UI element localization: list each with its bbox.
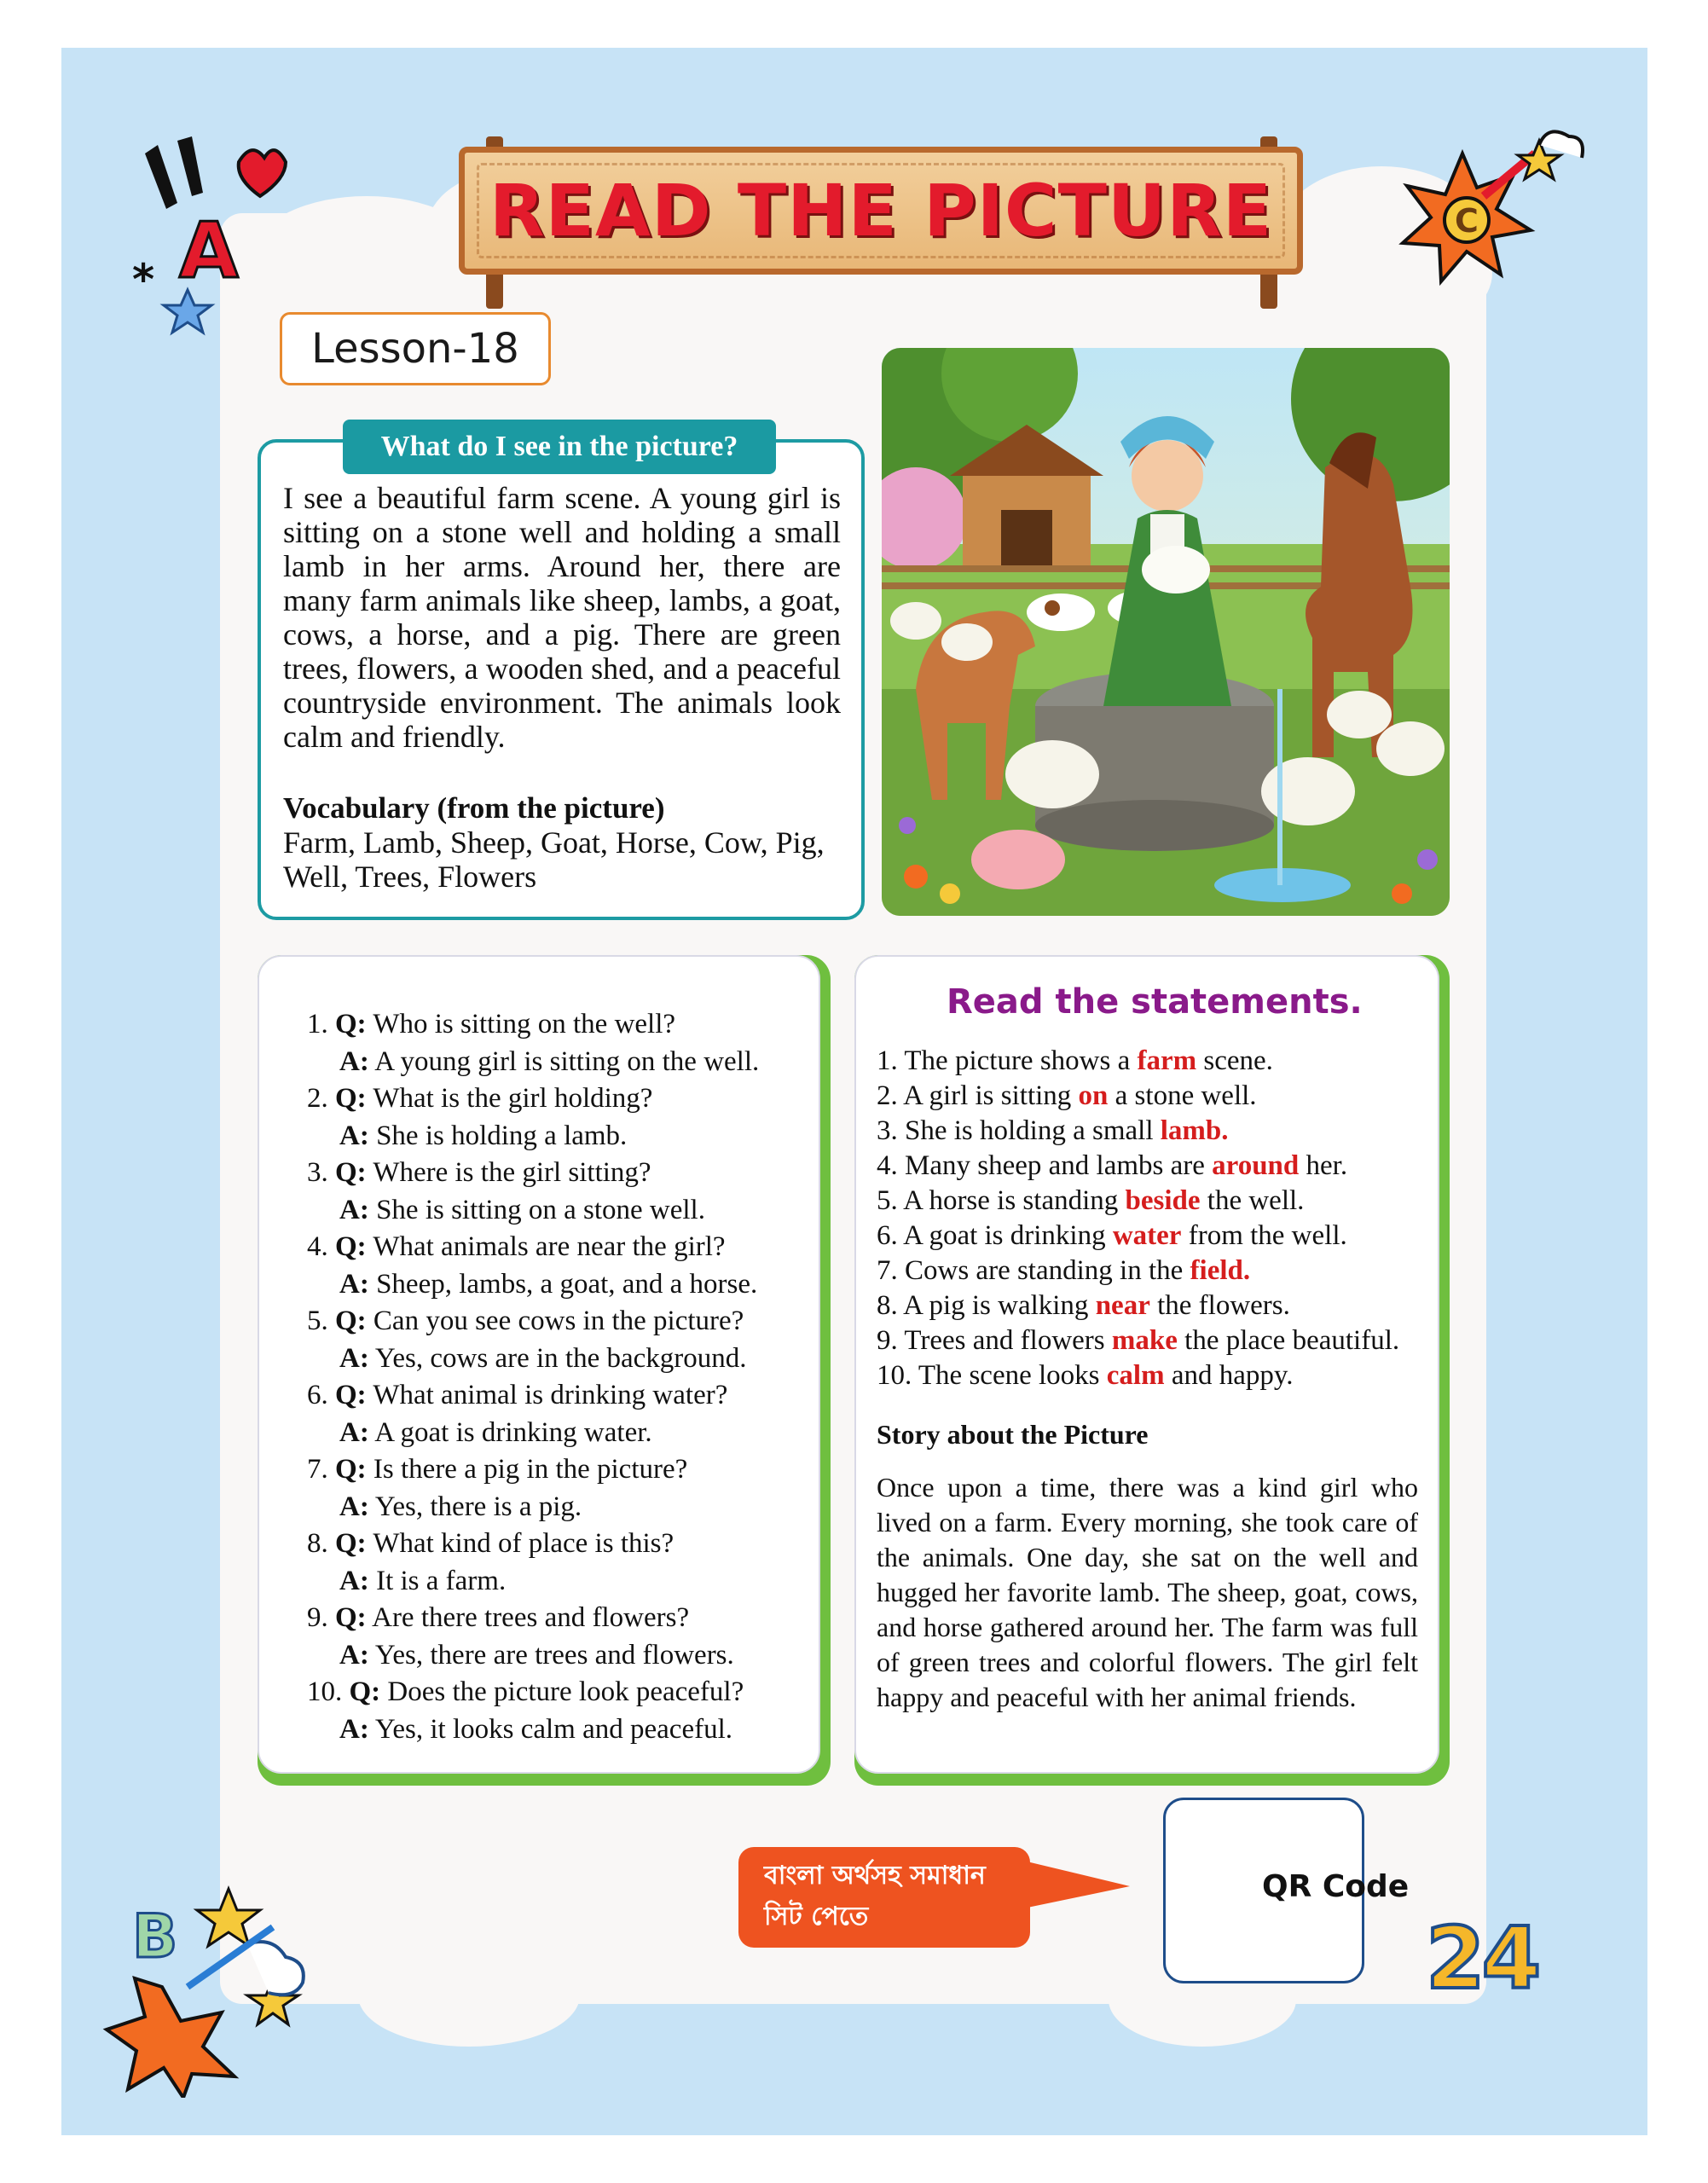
statement-after: her. — [1299, 1150, 1348, 1181]
qa-answer — [307, 1489, 819, 1526]
answer-text: Sheep, lambs, a goat, and a horse. — [376, 1268, 758, 1300]
q-label: Q: — [335, 1009, 367, 1039]
qa-question — [307, 1600, 819, 1637]
question-text: What animal is drinking water? — [373, 1380, 728, 1410]
statement-before: 5. A horse is standing — [877, 1185, 1126, 1216]
answer-text: Yes, there are trees and flowers. — [374, 1639, 734, 1671]
answer-text: A young girl is sitting on the well. — [374, 1045, 760, 1077]
qa-answer — [307, 1711, 819, 1749]
statement-key: field. — [1190, 1255, 1251, 1286]
statement-after: scene. — [1196, 1045, 1273, 1076]
statement-after: the well. — [1200, 1185, 1305, 1216]
statement-item — [877, 1254, 1439, 1288]
qa-answer — [307, 1340, 819, 1378]
answer-text: Yes, cows are in the background. — [374, 1342, 747, 1374]
statement-item — [877, 1184, 1439, 1219]
q-label: Q: — [335, 1306, 367, 1336]
statement-key: water — [1112, 1220, 1182, 1251]
statement-key: near — [1095, 1290, 1150, 1321]
qa-number: 9. — [307, 1602, 328, 1633]
statement-key: make — [1111, 1325, 1178, 1356]
q-label: Q: — [349, 1676, 381, 1707]
statement-item — [877, 1149, 1439, 1184]
a-label: A: — [339, 1639, 369, 1671]
qa-answer — [307, 1563, 819, 1601]
a-label: A: — [339, 1194, 369, 1225]
question-text: Can you see cows in the picture? — [373, 1306, 744, 1336]
a-label: A: — [339, 1713, 369, 1745]
a-label: A: — [339, 1342, 369, 1374]
statement-before: 4. Many sheep and lambs are — [877, 1150, 1213, 1181]
story-title: Story about the Picture — [877, 1419, 1149, 1450]
question-text: What is the girl holding? — [373, 1083, 653, 1114]
qa-answer — [307, 1118, 819, 1155]
question-text: Are there trees and flowers? — [372, 1602, 690, 1633]
statement-item — [877, 1114, 1439, 1149]
vocabulary-text: Farm, Lamb, Sheep, Goat, Horse, Cow, Pig, Well, Trees, Flowers — [283, 825, 825, 894]
question-text: Who is sitting on the well? — [373, 1009, 676, 1039]
a-label: A: — [339, 1268, 369, 1300]
qa-number: 4. — [307, 1231, 328, 1262]
letter-b-burst-icon — [102, 1876, 324, 2098]
statement-item — [877, 1044, 1439, 1079]
farm-illustration — [882, 348, 1450, 916]
q-label: Q: — [335, 1157, 367, 1188]
statement-before: 1. The picture shows a — [877, 1045, 1138, 1076]
qa-question — [307, 1451, 819, 1489]
answer-text: Yes, there is a pig. — [374, 1491, 582, 1522]
qa-number: 8. — [307, 1528, 328, 1559]
answer-text: She is sitting on a stone well. — [376, 1194, 705, 1225]
statement-key: calm — [1106, 1360, 1165, 1391]
statement-after: and happy. — [1164, 1360, 1294, 1391]
answer-text: She is holding a lamb. — [376, 1120, 628, 1151]
qa-question — [307, 1006, 819, 1044]
lesson-label: Lesson-18 — [280, 312, 551, 385]
statement-key: around — [1212, 1150, 1300, 1181]
qa-answer — [307, 1415, 819, 1452]
qa-list — [307, 1006, 819, 1748]
qa-question — [307, 1526, 819, 1563]
qa-number: 6. — [307, 1380, 328, 1410]
a-label: A: — [339, 1565, 369, 1596]
letter-c-burst-icon — [1381, 128, 1595, 298]
a-label: A: — [339, 1120, 369, 1151]
statement-before: 3. She is holding a small — [877, 1115, 1161, 1146]
description-heading: What do I see in the picture? — [343, 420, 776, 474]
statement-after: the place beautiful. — [1177, 1325, 1400, 1356]
statement-key: on — [1078, 1080, 1109, 1111]
bangla-line-2: সিট পেতে — [764, 1902, 869, 1931]
letter-b: B — [132, 1902, 178, 1972]
statement-key: lamb. — [1160, 1115, 1229, 1146]
letter-a: A — [179, 206, 239, 296]
qa-number: 5. — [307, 1306, 328, 1336]
a-label: A: — [339, 1491, 369, 1522]
qa-number: 2. — [307, 1083, 328, 1114]
statement-key: farm — [1137, 1045, 1197, 1076]
qa-answer — [307, 1192, 819, 1230]
svg-text:*: * — [132, 255, 155, 304]
qa-question — [307, 1229, 819, 1266]
a-label: A: — [339, 1045, 369, 1077]
q-label: Q: — [335, 1231, 367, 1262]
bangla-line-1: বাংলা অর্থসহ সমাধান — [764, 1861, 986, 1891]
qa-number: 7. — [307, 1454, 328, 1485]
q-label: Q: — [335, 1083, 367, 1114]
bangla-solution-callout[interactable] — [738, 1847, 1030, 1948]
statement-before: 8. A pig is walking — [877, 1290, 1096, 1321]
statement-after: the flowers. — [1149, 1290, 1290, 1321]
letter-a-burst-icon — [128, 128, 298, 341]
statements-list — [877, 1044, 1439, 1393]
statement-before: 10. The scene looks — [877, 1360, 1107, 1391]
q-label: Q: — [335, 1454, 367, 1485]
qa-answer — [307, 1044, 819, 1081]
statement-item — [877, 1288, 1439, 1323]
qa-number: 1. — [307, 1009, 328, 1039]
question-text: What kind of place is this? — [373, 1528, 675, 1559]
answer-text: Yes, it looks calm and peaceful. — [374, 1713, 732, 1745]
qa-answer — [307, 1266, 819, 1304]
letter-c: C — [1455, 202, 1479, 240]
statement-item — [877, 1323, 1439, 1358]
qa-answer — [307, 1637, 819, 1675]
qa-question — [307, 1377, 819, 1415]
question-text: Is there a pig in the picture? — [373, 1454, 688, 1485]
statement-before: 9. Trees and flowers — [877, 1325, 1112, 1356]
callout-pointer-icon — [1023, 1861, 1134, 1908]
statement-after: from the well. — [1181, 1220, 1347, 1251]
statements-title: Read the statements. — [947, 982, 1363, 1022]
qa-number: 10. — [307, 1676, 343, 1707]
answer-text: It is a farm. — [376, 1565, 507, 1596]
statement-after: a stone well. — [1108, 1080, 1257, 1111]
page-title: READ THE PICTURE — [489, 169, 1273, 252]
q-label: Q: — [335, 1528, 367, 1559]
statement-key: beside — [1125, 1185, 1201, 1216]
statement-item — [877, 1358, 1439, 1393]
qa-question — [307, 1303, 819, 1340]
qa-number: 3. — [307, 1157, 328, 1188]
qa-question — [307, 1674, 819, 1711]
title-board — [459, 147, 1303, 275]
qa-question — [307, 1080, 819, 1118]
description-text: I see a beautiful farm scene. A young girl is sitting on a stone well and holding a small lamb in her arms. Around her, there are many farm animals like sheep, lambs, a goat, cows, a horse, and a pig. There are green trees, flowers, a wooden shed, and a peaceful countryside environment. The animals look calm and friendly. — [283, 481, 841, 754]
q-label: Q: — [335, 1602, 367, 1633]
vocabulary-title: Vocabulary (from the picture) — [283, 791, 665, 825]
answer-text: A goat is drinking water. — [374, 1416, 652, 1448]
page-number: 24 — [1426, 1908, 1538, 2008]
statement-before: 6. A goat is drinking — [877, 1220, 1113, 1251]
qa-question — [307, 1155, 819, 1192]
statement-before: 2. A girl is sitting — [877, 1080, 1079, 1111]
a-label: A: — [339, 1416, 369, 1448]
qr-code-label: QR Code — [1262, 1869, 1410, 1904]
statement-item — [877, 1079, 1439, 1114]
statement-item — [877, 1219, 1439, 1254]
statement-before: 7. Cows are standing in the — [877, 1255, 1190, 1286]
story-text: Once upon a time, there was a kind girl who lived on a farm. Every morning, she took care of the animals. One day, she sat on the well and hugged her favorite lamb. The sheep, goat, cows, and horse gathered around her. The farm was full of green trees and colorful flowers. The girl felt happy and peaceful with her animal friends. — [877, 1472, 1418, 1712]
question-text: What animals are near the girl? — [373, 1231, 726, 1262]
question-text: Does the picture look peaceful? — [387, 1676, 744, 1707]
q-label: Q: — [335, 1380, 367, 1410]
question-text: Where is the girl sitting? — [373, 1157, 651, 1188]
